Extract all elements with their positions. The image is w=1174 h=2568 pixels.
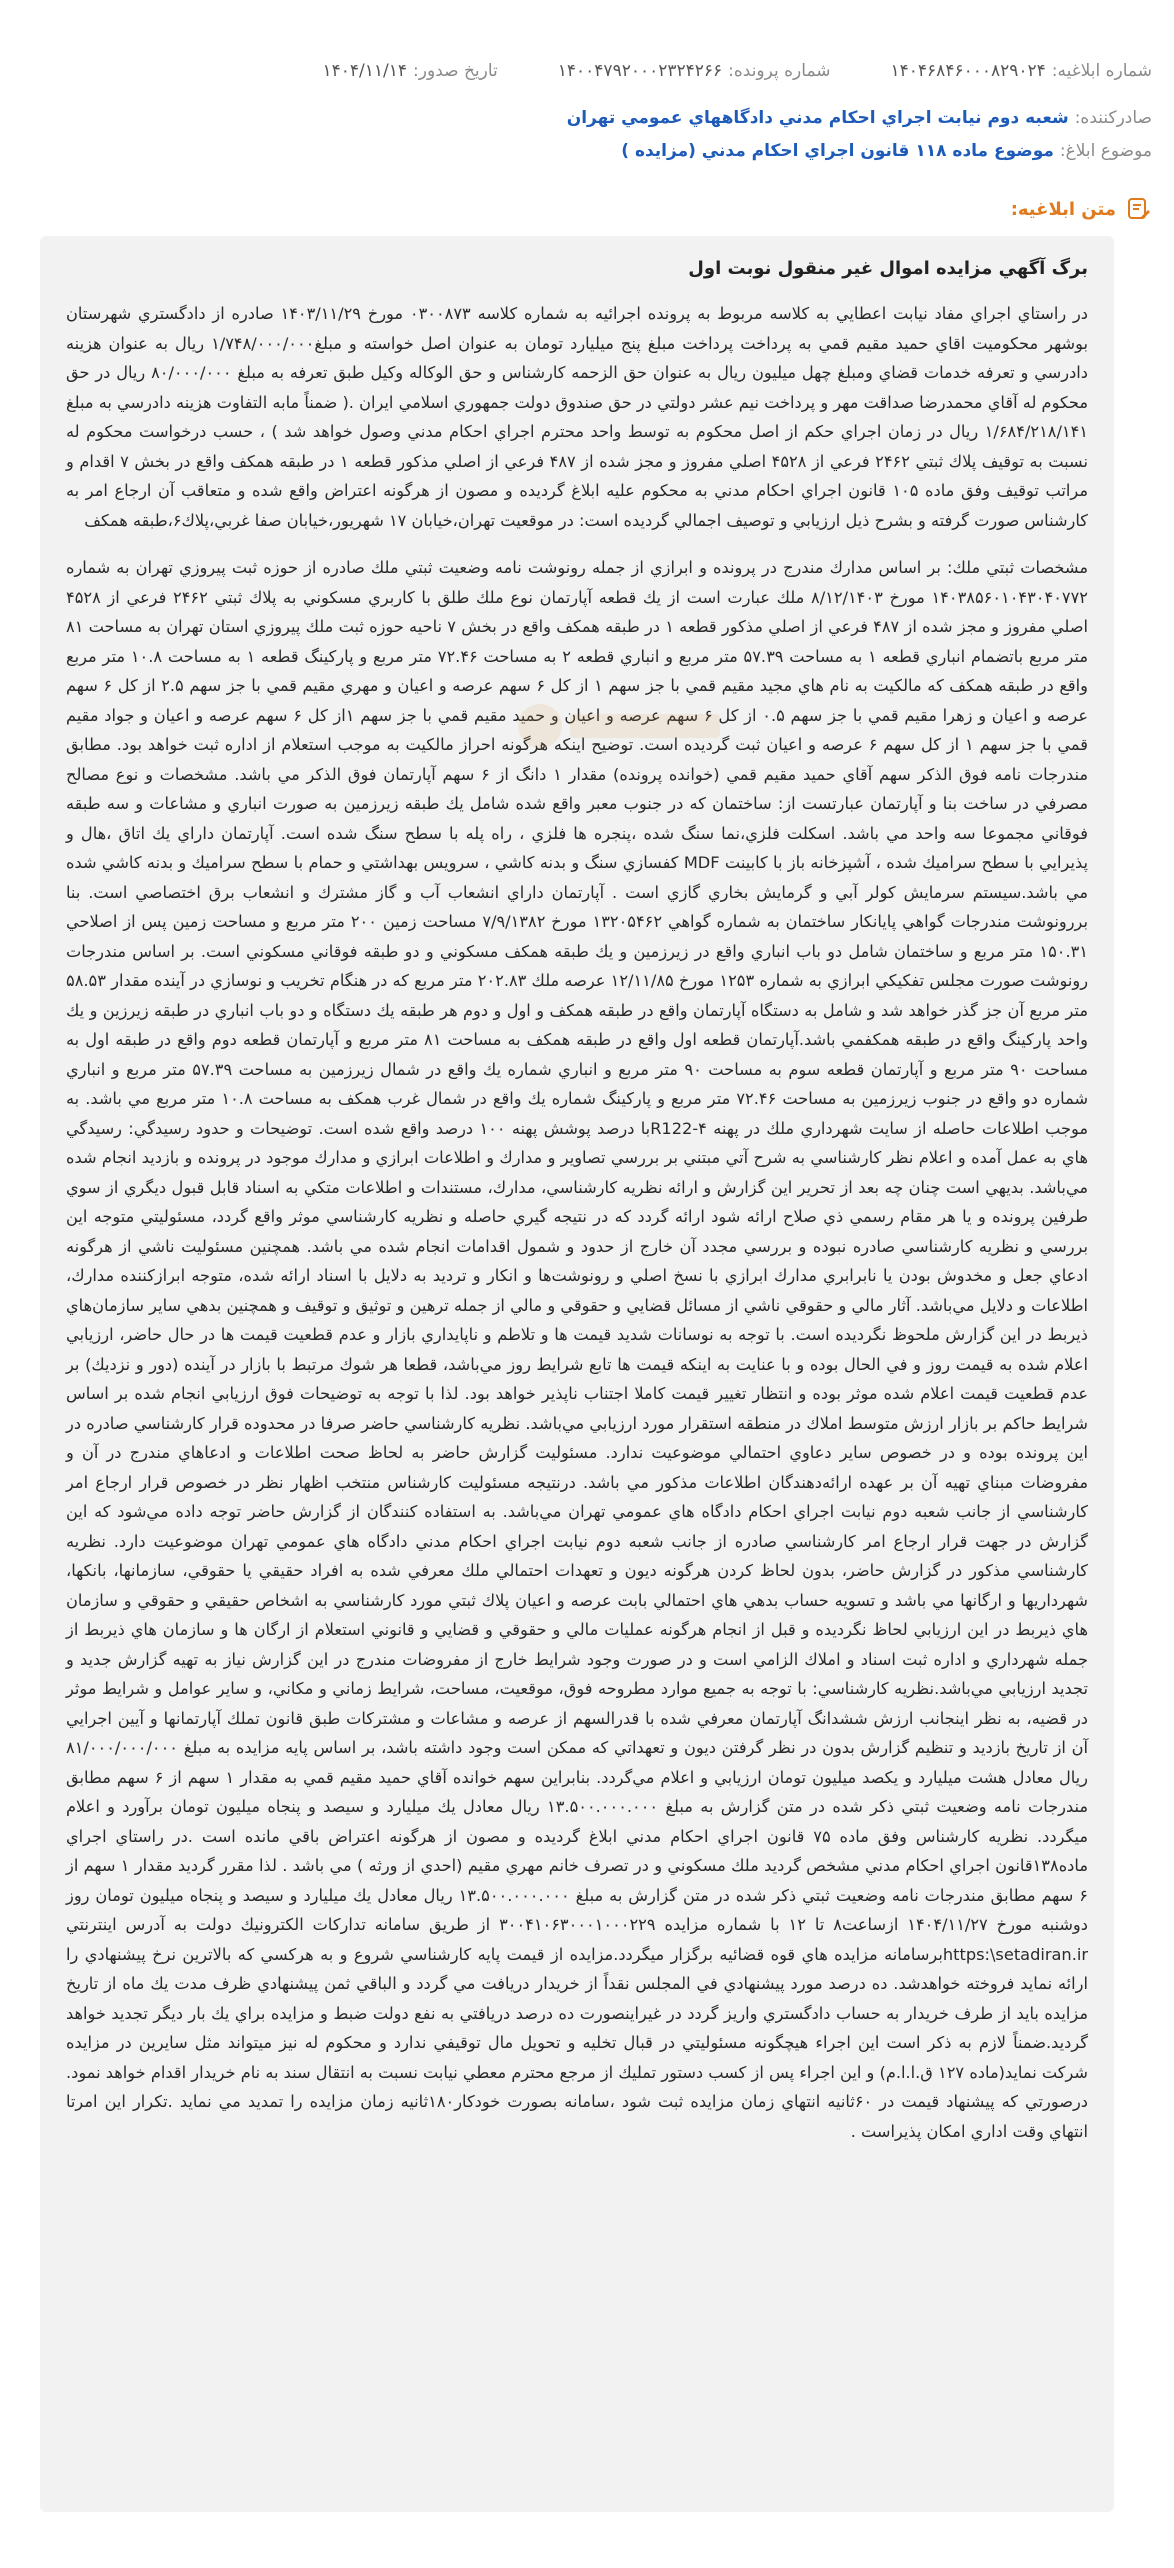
notice-heading: برگ آگهي مزايده اموال غير منقول نوبت اول [688, 258, 1088, 279]
notice-paragraph-1: در راستاي اجراي مفاد نيابت اعطايي به كلاسه مربوط به پرونده اجرائيه به شماره كلاسه ۰۳۰۰۸۷۳ مورخ ۱۴۰۳/۱۱/۲۹ صادره از دادگستري شهرستان بوشهر محكوميت اقاي حميد مقيم قمي به پرداخت پرداخت مبلغ پنج ميليارد تومان به عنوان اصل خواسته و مبلغ۱/۷۴۸/۰۰۰/۰۰۰ ريال به عنوان هزينه دادرسي و تعرفه خدمات قضاي ومبلغ چهل ميليون ريال به عنوان حق الزحمه كارشناس و حق الوكاله وكيل طبق تعرفه به مبلغ ۸۰/۰۰۰/۰۰۰ ريال در حق محكوم له آقاي محمدرضا صداقت مهر و پرداخت نيم عشر دولتي در حق صندوق دولت جمهوري اسلامي ايران .( ضمناً مابه التفاوت هزينه دادرسي به مبلغ ۱/۶۸۴/۲۱۸/۱۴۱ ريال در زمان اجراي حكم از اصل محكوم به توسط واحد محترم اجراي احكام مدني وصول خواهد شد ) ، حسب درخواست محكوم له نسبت به توقيف پلاك ثبتي ۲۴۶۲ فرعي از ۴۵۲۸ اصلي مفروز و مجز شده از ۴۸۷ فرعي از اصلي مذكور قطعه ۱ در طبقه همكف واقع در بخش ۷ اقدام و مراتب توقيف وفق ماده ۱۰۵ قانون اجراي احكام مدني به محكوم عليه ابلاغ گرديده و مصون از هرگونه اعتراض واقع شده و متعاقب آن ارجاع امر به كارشناس صورت گرفته و بشرح ذيل ارزيابي و توصيف اجمالي گرديده است: در موقعيت تهران،خيابان ۱۷ شهريور،خيابان صفا غربي،پلاك۶،طبقه همكف [66, 304, 1089, 530]
notice-number: ۱۴۰۴۶۸۴۶۰۰۰۸۲۹۰۲۴ [890, 60, 1046, 81]
meta-row-numbers [323, 48, 1152, 93]
issue-date: ۱۴۰۴/۱۱/۱۴ [322, 60, 408, 81]
notice-text-title: متن ابلاغیه: [1010, 198, 1116, 220]
meta-row-subject [621, 128, 1152, 173]
subject-link[interactable]: موضوع ماده ۱۱۸ قانون اجراي احكام مدني (مزايده ) [621, 140, 1054, 161]
notice-paragraph-2: مشخصات ثبتي ملك: بر اساس مدارك مندرج در پرونده و ابرازي از جمله رونوشت نامه وضعيت ثبتي ملك صادره از حوزه ثبت پيروزي تهران به شماره ۱۴۰۳۸۵۶۰۱۰۴۳۰۴۰۷۷۲ مورخ ۸/۱۲/۱۴۰۳ ملك عبارت است از يك قطعه آپارتمان نوع ملك طلق با كاربري مسكوني به پلاك ثبتي ۲۴۶۲ فرعي از ۴۵۲۸ اصلي مفروز و مجز شده از ۴۸۷ فرعي از اصلي مذكور قطعه ۱ در طبقه همكف واقع در بخش ۷ ناحيه حوزه ثبت ملك پيروزي استان تهران به مساحت ۸۱ متر مربع باتضمام انباري قطعه ۱ به مساحت ۵۷.۳۹ متر مربع و انباري قطعه ۲ به مساحت ۷۲.۴۶ متر مربع و پاركينگ قطعه ۱ به مساحت ۱۰.۸ متر مربع واقع در طبقه همكف كه مالكيت به نام هاي مجيد مقيم قمي با جز سهم ۱ از كل ۶ سهم عرصه و اعيان و مهري مقيم قمي با جز سهم ۲.۵ از كل ۶ سهم عرصه و اعيان و زهرا مقيم قمي با جز سهم ۰.۵ از كل ۶ سهم عرصه و اعيان و حميد مقيم قمي با جز سهم ۱از كل ۶ سهم عرصه و اعيان و جواد مقيم قمي با جز سهم ۱ از كل سهم ۶ عرصه و اعيان ثبت گرديده است. توضيح اينكه هرگونه احراز مالكيت به موجب استعلام از اداره ثبت خواهد بود. مطابق مندرجات نامه فوق الذكر سهم آقاي حميد مقيم قمي (خوانده پرونده) مقدار ۱ دانگ از ۶ سهم آپارتمان فوق الذكر مي باشد. مشخصات و نوع مصالح مصرفي در ساخت بنا و آپارتمان عبارتست از: ساختمان كه در جنوب معبر واقع شده شامل يك طبقه زيرزمين به صورت انباري و مشاعات و سه طبقه فوقاني مجموعا سه واحد مي باشد. اسكلت فلزي،نما سنگ شده ،پنجره ها فلزي ، راه پله با سطح سنگ شده است. آپارتمان داراي يك اتاق ،هال و پذيرايي با سطح سراميك شده ، آشپزخانه باز با كابينت MDF كفسازي سنگ و بدنه كاشي ، سرويس بهداشتي و حمام با سطح سراميك و بدنه كاشي شده مي باشد.سيستم سرمايش كولر آبي و گرمايش بخاري گازي است . آپارتمان داراي انشعاب آب و گاز مشترك و انشعاب برق اختصاصي است. بنا بررونوشت مندرجات گواهي پايانكار ساختمان به شماره گواهي ۱۳۲۰۵۴۶۲ مورخ ۷/۹/۱۳۸۲ مساحت زمين ۲۰۰ متر مربع و مساحت زمين پس از اصلاحي ۱۵۰.۳۱ متر مربع و ساختمان شامل دو باب انباري واقع در زيرزمين و يك طبقه همكف مسكوني و دو طبقه فوقاني مسكوني است. بر اساس مندرجات رونوشت صورت مجلس تفكيكي ابرازي به شماره ۱۲۵۳ مورخ ۱۲/۱۱/۸۵ عرصه ملك ۲۰۲.۸۳ متر مربع كه در هنگام تخريب و نوسازي در آينده مقدار ۵۸.۵۳ متر مربع آن جز گذر خواهد شد و شامل به دستگاه آپارتمان واقع در طبقه همكف و اول و دوم هر طبقه يك دستگاه و دو باب انباري در طبقه زيرزين و يك واحد پاركينگ واقع در طبقه همكفمي باشد.آپارتمان قطعه اول واقع در طبقه همكف به مساحت ۸۱ متر مربع و آپارتمان قطعه دوم واقع در طبقه اول به مساحت ۹۰ متر مربع و آپارتمان قطعه سوم به مساحت ۹۰ متر مربع و انباري شماره يك واقع در شمال زيرزمين به مساحت ۵۷.۳۹ متر مربع و انباري شماره دو واقع در جنوب زيرزمين به مساحت ۷۲.۴۶ متر مربع و پاركينگ شماره يك واقع در شمال غرب همكف به مساحت ۱۰.۸ متر مربع مي باشد. به موجب اطلاعات حاصله از سايت شهرداري ملك در پهنه R122-۴با درصد پوشش پهنه ۱۰۰ درصد واقع شده است. توضيحات و حدود رسيدگي: رسيدگي هاي به عمل آمده و اعلام نظر كارشناسي به شرح آتي مبتني بر بررسي تصاوير و مدارك و اطلاعات ابرازي و مدارك موجود در پرونده و بازديد انجام شده مي‌باشد. بديهي است چنان چه بعد از تحرير اين گزارش و ارائه نظريه كارشناسي، مدارك، مستندات و اطلاعات متكي به اسناد قابل قبول ديگري از سوي طرفين پرونده و يا هر مقام رسمي ذي صلاح ارائه شود ارائه گردد كه در نتيجه گيري حاصله و نظريه كارشناسي موثر واقع گردد، مسئوليتي متوجه اين بررسي و نظريه كارشناسي صادره نبوده و بررسي مجدد آن خارج از حدود و شمول اقدامات انجام شده مي باشد. همچنين مسئوليت ناشي از هرگونه ادعاي جعل و مخدوش بودن يا نابرابري مدارك ابرازي با نسخ اصلي و رونوشت‌ها و انكار و ترديد به دلايل با اسناد ارائه شده، متوجه ابرازكننده مدارك، اطلاعات و دلايل مي‌باشد. آثار مالي و حقوقي ناشي از مسائل قضايي و حقوقي و مالي از جمله ترهين و توثيق و توقيف و همچنين بدهي ساير سازمان‌هاي ذيربط در اين گزارش ملحوظ نگرديده است. با توجه به نوسانات شديد قيمت ها و تلاطم و ناپايداري بازار و عدم قطعيت قيمت ها در حال حاضر، ارزيابي اعلام شده به قيمت روز و في الحال بوده و با عنايت به اينكه قيمت ها تابع شرايط روز مي‌باشد، قطعا هر شوك مرتبط با بازار در آينده (دور و نزديك) بر عدم قطعيت قيمت اعلام شده موثر بوده و انتظار تغيير قيمت كاملا اجتناب ناپذير خواهد بود. لذا با توجه به توضيحات فوق ارزيابي انجام شده بر اساس شرايط حاكم بر بازار ارزش متوسط املاك در منطقه استقرار مورد ارزيابي مي‌باشد. نظريه كارشناسي حاضر صرفا در محدوده قرار كارشناسي صادره در اين پرونده بوده و در خصوص ساير دعاوي احتمالي موضوعيت ندارد. مسئوليت گزارش حاضر به لحاظ صحت اطلاعات و ادعاهاي مندرج در آن و مفروضات مبناي تهيه آن بر عهده ارائه‌دهندگان اطلاعات مذكور مي باشد. درنتيجه مسئوليت كارشناس منتخب اظهار نظر در خصوص قرار ارجاع امر كارشناسي از جانب شعبه دوم نيابت اجراي احكام دادگاه هاي عمومي تهران مي‌باشد. به استفاده كنندگان از گزارش حاضر توجه داده مي‌شود كه اين گزارش در جهت قرار ارجاع امر كارشناسي صادره از جانب شعبه دوم نيابت اجراي احكام مدني دادگاه هاي عمومي تهران موضوعيت دارد. نظريه كارشناسي مذكور در گزارش حاضر، بدون لحاظ كردن هرگونه ديون و تعهدات احتمالي ملك معرفي شده به افراد حقيقي يا حقوقي، سازمانها، بانكها، شهرداريها و ارگانها مي باشد و تسويه حساب بدهي هاي احتمالي بابت عرصه و اعيان پلاك ثبتي مورد كارشناسي به اشخاص حقيقي و حقوقي و سازمان هاي ذيربط در اين ارزيابي لحاظ نگرديده و قبل از انجام هرگونه عمليات مالي و حقوقي و قضايي و قانوني استعلام از ارگان ها و سازمان هاي ذيربط از جمله شهرداري و اداره ثبت اسناد و املاك الزامي است و در صورت وجود شرايط خارج از مفروضات مندرج در اين گزارش نياز به تهيه گزارش جديد و تجديد ارزيابي مي‌باشد.نظريه كارشناسي: با توجه به جميع موارد مطروحه فوق، موقعيت، مساحت، شرايط زماني و مكاني، و ساير عوامل و شرايط موثر در قضيه، به نظر اينجانب ارزش ششدانگ آپارتمان معرفي شده با قدرالسهم از عرصه و مشاعات و مشتركات طبق قانون تملك آپارتمانها و آيين اجرايي آن از تاريخ بازديد و تنظيم گزارش بدون در نظر گرفتن ديون و تعهداتي كه ممكن است وجود داشته باشد، بر اساس پايه مزايده به مبلغ ۸۱/۰۰۰/۰۰۰/۰۰۰ ريال معادل هشت ميليارد و يكصد ميليون تومان ارزيابي و اعلام مي‌گردد. بنابراين سهم خوانده آقاي حميد مقيم قمي به مقدار ۱ سهم از ۶ سهم مطابق مندرجات نامه وضعيت ثبتي ذكر شده در متن گزارش به مبلغ ۱۳.۵۰۰.۰۰۰.۰۰۰ ريال معادل يك ميليارد و سيصد و پنجاه ميليون تومان برآورد و اعلام ميگردد. نظريه كارشناس وفق ماده ۷۵ قانون اجراي احكام مدني ابلاغ گرديده و مصون از هرگونه اعتراض باقي مانده است .در راستاي اجراي ماده۱۳۸قانون اجراي احكام مدني مشخص گرديد ملك مسكوني و در تصرف خانم مهري مقيم (احدي از ورثه ) مي باشد . لذا مقرر گرديد مقدار ۱ سهم از ۶ سهم مطابق مندرجات نامه وضعيت ثبتي ذكر شده در متن گزارش به مبلغ ۱۳.۵۰۰.۰۰۰.۰۰۰ ريال معادل يك ميليارد و سيصد و پنجاه ميليون تومان روز دوشنبه مورخ ۱۴۰۴/۱۱/۲۷ ازساعت۸ تا ۱۲ با شماره مزايده ۳۰۰۴۱۰۶۳۰۰۰۱۰۰۰۲۲۹ از طريق سامانه تداركات الكترونيك دولت به آدرس اينترنتي https:\setadiran.irبرسامانه مزايده هاي قوه قضائيه برگزار ميگردد.مزايده از قيمت پايه كارشناسي شروع و به هركسي كه بالاترين نرخ پيشنهادي را ارائه نمايد فروخته خواهدشد. ده درصد مورد پيشنهادي في المجلس نقداً از خريدار دريافت مي گردد و الباقي ثمن پيشنهادي ظرف مدت يك ماه از تاريخ مزايده بايد از طرف خريدار به حساب دادگستري واريز گردد در غيراينصورت ده درصد دريافتي به نفع دولت ضبط و مزايده براي يك بار ديگر تجديد خواهد گرديد.ضمناً لازم به ذكر است اين اجراء هيچگونه مسئوليتي در قبال تخليه و تحويل مال توقيفي ندارد و محكوم له نيز ميتواند مثل سايرين در مزايده شركت نمايد(ماده ۱۲۷ ق.ا.ا.م) و اين اجراء پس از كسب دستور تمليك از مرجع محترم معطي نيابت نسبت به انتقال سند به نام خريدار اقدام خواهد نمود. درصورتي كه پيشنهاد قيمت در ۶۰ثانيه انتهاي زمان مزايده ثبت شود ،سامانه بصورت خودكار۱۸۰ثانيه زمان مزايده را تمديد مي نمايد .تكرار اين امرتا انتهاي وقت اداري امكان پذيراست . [66, 558, 1089, 2141]
notice-body [40, 236, 1114, 2512]
issue-date-label: تاریخ صدور: [413, 60, 498, 81]
issuer-label: صادرکننده: [1074, 107, 1152, 128]
file-number: ۱۴۰۰۴۷۹۲۰۰۰۲۳۲۴۲۶۶ [557, 60, 723, 81]
subject-label: موضوع ابلاغ: [1059, 140, 1152, 161]
issuer-link[interactable]: شعبه دوم نيابت اجراي احكام مدني دادگاههاي عمومي تهران [566, 107, 1069, 128]
file-number-label: شماره پرونده: [728, 60, 831, 81]
notice-text-header [1011, 196, 1152, 222]
document-edit-icon [1126, 196, 1152, 222]
notice-number-label: شماره ابلاغیه: [1051, 60, 1152, 81]
